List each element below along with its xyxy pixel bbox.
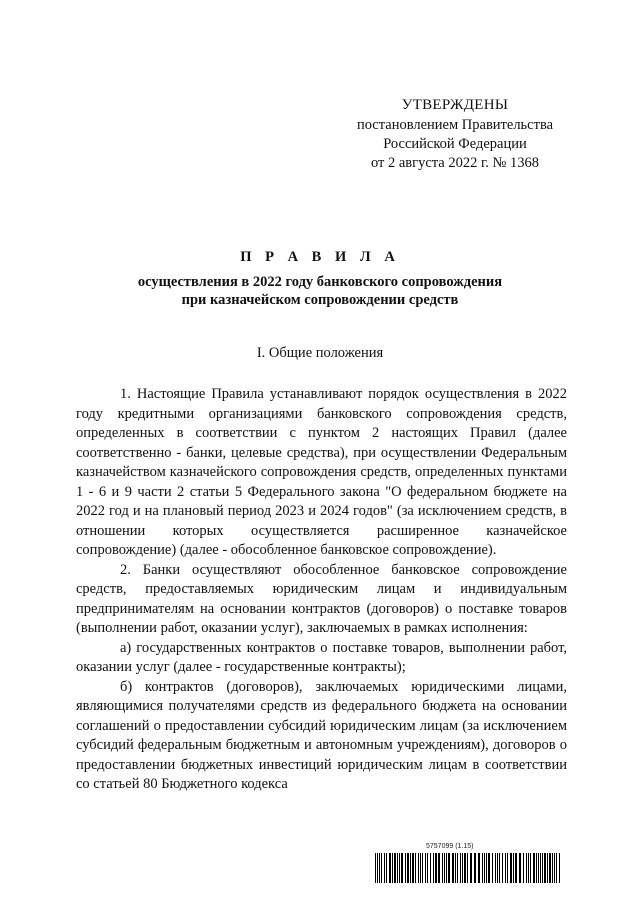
approval-block [345,96,565,173]
barcode-icon [375,853,561,883]
paragraph: а) государственных контрактов о поставке товаров, выполнении работ, оказании услуг (далее - государственные контракты); [76,639,567,675]
barcode-area [375,843,561,885]
section-heading: I. Общие положения [256,345,384,361]
document-subtitle [70,273,570,309]
paragraph: 1. Настоящие Правила устанавливают порядок осуществления в 2022 году кредитными организациями банковского сопровождения средств, определенных в соответствии с пунктом 2 настоящих Правил (далее соответственно - банки, целевые средства), при осуществлении Федеральным казначейством казначейского сопровождения средств, определенных пунктами 1 - 6 и 9 части 2 статьи 5 Федерального закона "О федеральном бюджете на 2022 год и на плановый период 2023 и 2024 годов" (за исключением средств, в отношении которых осуществляется расширенное казначейское сопровождение) (далее - обособленное банковское сопровождение). [76,386,567,558]
paragraph: 2. Банки осуществляют обособленное банковское сопровождение средств, предоставляемых юридическим лицам и индивидуальным предпринимателям на основании контрактов (договоров) о поставке товаров (выполнении работ, оказании услуг), заключаемых в рамках исполнения: [76,561,567,636]
document-title: П Р А В И Л А [240,249,400,265]
body-text [76,385,567,795]
paragraph: б) контрактов (договоров), заключаемых юридическими лицами, являющимися получателями средств из федерального бюджета на основании соглашений о предоставлении субсидий юридическим лицам (за исключением субсидий федеральным бюджетным и автономным учреждениям), договоров о предоставлении бюджетных инвестиций юридическим лицам в соответствии со статьей 80 Бюджетного кодекса [76,678,567,792]
subtitle-line: при казначейском сопровождении средств [181,292,459,308]
approval-line: постановлением Правительства [356,117,554,133]
subtitle-line: осуществления в 2022 году банковского сопровождения [137,274,503,290]
approval-date: от 2 августа 2022 г. № 1368 [370,155,540,171]
approval-title: УТВЕРЖДЕНЫ [401,97,509,113]
approval-line: Российской Федерации [383,136,527,152]
barcode-label: 5757099 (1.15) [426,843,474,850]
